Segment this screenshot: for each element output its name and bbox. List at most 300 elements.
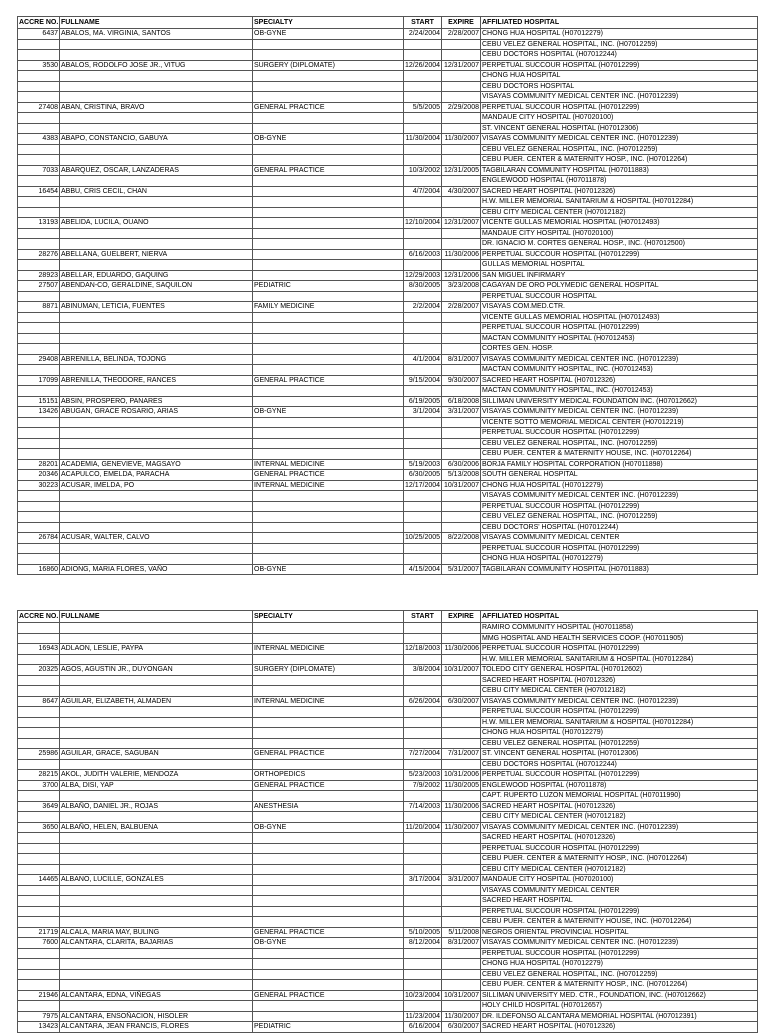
expire-cell: 12/31/2005 — [442, 165, 481, 176]
accre-no-cell: 3530 — [18, 60, 60, 71]
expire-cell — [442, 197, 481, 208]
table-row — [18, 654, 758, 665]
fullname-cell — [60, 728, 253, 739]
accre-no-cell: 28201 — [18, 459, 60, 470]
specialty-cell — [253, 438, 404, 449]
table-row — [18, 470, 758, 481]
header-row — [18, 17, 758, 29]
hospital-cell: CAGAYAN DE ORO POLYMEDIC GENERAL HOSPITAL — [481, 281, 758, 292]
table-row — [18, 675, 758, 686]
table-row — [18, 738, 758, 749]
accre-no-cell — [18, 333, 60, 344]
hospital-cell: MANDAUE CITY HOSPITAL (H07020100) — [481, 875, 758, 886]
expire-cell — [442, 50, 481, 61]
accre-no-cell — [18, 344, 60, 355]
hospital-cell: VISAYAS COMMUNITY MEDICAL CENTER INC. (H07012239) — [481, 134, 758, 145]
expire-cell — [442, 428, 481, 439]
accre-no-cell — [18, 323, 60, 334]
expire-cell — [442, 906, 481, 917]
specialty-cell — [253, 512, 404, 523]
start-cell — [404, 428, 442, 439]
table-row — [18, 854, 758, 865]
fullname-cell: ALCANTARA, ENSOÑACION, HISOLER — [60, 1011, 253, 1022]
header-start: START — [404, 17, 442, 29]
fullname-cell — [60, 92, 253, 103]
hospital-cell: VISAYAS COM.MED.CTR. — [481, 302, 758, 313]
table-row — [18, 512, 758, 523]
specialty-cell: OB-GYNE — [253, 822, 404, 833]
fullname-cell — [60, 969, 253, 980]
expire-cell — [442, 707, 481, 718]
fullname-cell: ALBA, DISI, YAP — [60, 780, 253, 791]
start-cell — [404, 906, 442, 917]
fullname-cell: ABUGAN, GRACE ROSARIO, ARIAS — [60, 407, 253, 418]
accre-no-cell: 16454 — [18, 186, 60, 197]
accre-no-cell — [18, 791, 60, 802]
accre-no-cell — [18, 1001, 60, 1012]
start-cell: 4/15/2004 — [404, 564, 442, 575]
expire-cell: 2/28/2007 — [442, 302, 481, 313]
start-cell — [404, 144, 442, 155]
accre-no-cell: 7975 — [18, 1011, 60, 1022]
table-row — [18, 522, 758, 533]
fullname-cell — [60, 50, 253, 61]
table-row — [18, 417, 758, 428]
hospital-cell: MMG HOSPITAL AND HEALTH SERVICES COOP. (H07011905) — [481, 633, 758, 644]
fullname-cell — [60, 39, 253, 50]
expire-cell: 8/22/2008 — [442, 533, 481, 544]
expire-cell: 6/18/2008 — [442, 396, 481, 407]
table-row — [18, 938, 758, 949]
expire-cell: 3/31/2007 — [442, 407, 481, 418]
accre-no-cell: 7033 — [18, 165, 60, 176]
specialty-cell: GENERAL PRACTICE — [253, 990, 404, 1001]
fullname-cell — [60, 228, 253, 239]
start-cell — [404, 554, 442, 565]
specialty-cell: GENERAL PRACTICE — [253, 165, 404, 176]
expire-cell — [442, 228, 481, 239]
hospital-cell: SAN MIGUEL INFIRMARY — [481, 270, 758, 281]
hospital-cell: SILLIMAN UNIVERSITY MED. CTR., FOUNDATION, INC. (H07012662) — [481, 990, 758, 1001]
table-row — [18, 623, 758, 634]
start-cell: 11/30/2004 — [405, 135, 440, 143]
hospital-cell: VISAYAS COMMUNITY MEDICAL CENTER INC. (H07012239) — [481, 491, 758, 502]
hospital-cell: PERPETUAL SUCCOUR HOSPITAL (H07012299) — [481, 906, 758, 917]
fullname-cell — [60, 812, 253, 823]
expire-cell — [442, 623, 481, 634]
specialty-cell — [253, 228, 404, 239]
table-row — [18, 302, 758, 313]
table-row — [18, 291, 758, 302]
hospital-cell: BORJA FAMILY HOSPITAL CORPORATION (H07011898) — [481, 459, 758, 470]
accre-no-cell: 21946 — [18, 990, 60, 1001]
start-cell — [404, 228, 442, 239]
header-row — [18, 611, 758, 623]
fullname-cell — [60, 843, 253, 854]
specialty-cell — [253, 707, 404, 718]
table-row — [18, 864, 758, 875]
fullname-cell: ALCANTARA, EDNA, VIÑEGAS — [60, 990, 253, 1001]
accre-no-cell: 17099 — [18, 375, 60, 386]
table-row — [18, 333, 758, 344]
accre-no-cell — [18, 623, 60, 634]
specialty-cell — [253, 449, 404, 460]
start-cell: 5/23/2003 — [404, 770, 442, 781]
start-cell — [404, 948, 442, 959]
table-row — [18, 396, 758, 407]
specialty-cell — [253, 249, 404, 260]
start-cell: 12/18/2003 — [405, 645, 441, 653]
expire-cell — [442, 554, 481, 565]
fullname-cell: ABENDAN-CO, GERALDINE, SAQUILON — [60, 281, 253, 292]
fullname-cell — [60, 123, 253, 134]
start-cell: 2/24/2004 — [404, 29, 442, 40]
accre-no-cell — [18, 81, 60, 92]
fullname-cell: ABALOS, MA. VIRGINIA, SANTOS — [60, 29, 253, 40]
fullname-cell — [60, 260, 253, 271]
fullname-cell — [60, 176, 253, 187]
specialty-cell — [253, 396, 404, 407]
accre-no-cell: 25986 — [18, 749, 60, 760]
specialty-cell — [253, 875, 404, 886]
accre-no-cell: 28923 — [18, 270, 60, 281]
expire-cell — [442, 113, 481, 124]
expire-cell: 10/31/2006 — [442, 770, 481, 781]
table-row — [18, 134, 758, 145]
start-cell: 6/26/2004 — [404, 696, 442, 707]
specialty-cell — [253, 948, 404, 959]
accre-no-cell: 3700 — [18, 780, 60, 791]
start-cell — [404, 386, 442, 397]
table-row — [18, 207, 758, 218]
hospital-cell: PERPETUAL SUCCOUR HOSPITAL (H07012299) — [481, 644, 758, 655]
start-cell — [404, 39, 442, 50]
specialty-cell: OB-GYNE — [253, 938, 404, 949]
fullname-cell — [60, 864, 253, 875]
specialty-cell — [253, 522, 404, 533]
accre-no-cell: 4383 — [18, 134, 60, 145]
accre-no-cell — [18, 896, 60, 907]
expire-cell — [442, 791, 481, 802]
header-expire: EXPIRE — [442, 17, 481, 29]
fullname-cell — [60, 906, 253, 917]
hospital-cell: TAGBILARAN COMMUNITY HOSPITAL (H07011883) — [481, 165, 758, 176]
accre-no-cell: 28276 — [18, 249, 60, 260]
table-row — [18, 29, 758, 40]
start-cell — [404, 155, 442, 166]
hospital-cell: VISAYAS COMMUNITY MEDICAL CENTER INC. (H07012239) — [481, 407, 758, 418]
specialty-cell: ANESTHESIA — [253, 801, 404, 812]
start-cell — [404, 543, 442, 554]
specialty-cell — [253, 354, 404, 365]
specialty-cell — [253, 260, 404, 271]
hospital-cell: CAPT. RUPERTO LUZON MEMORIAL HOSPITAL (H07011990) — [481, 791, 758, 802]
hospital-cell: PERPETUAL SUCCOUR HOSPITAL (H07012299) — [481, 843, 758, 854]
start-cell: 8/30/2005 — [404, 281, 442, 292]
table-row — [18, 749, 758, 760]
hospital-cell: VISAYAS COMMUNITY MEDICAL CENTER — [481, 533, 758, 544]
specialty-cell: INTERNAL MEDICINE — [253, 480, 404, 491]
specialty-cell — [253, 39, 404, 50]
start-cell — [404, 717, 442, 728]
table-row — [18, 228, 758, 239]
header-specialty: SPECIALTY — [253, 611, 404, 623]
specialty-cell — [253, 533, 404, 544]
hospital-cell: VISAYAS COMMUNITY MEDICAL CENTER — [481, 885, 758, 896]
start-cell — [404, 71, 442, 82]
expire-cell: 2/29/2008 — [442, 102, 481, 113]
table-row — [18, 428, 758, 439]
specialty-cell — [253, 980, 404, 991]
header-specialty: SPECIALTY — [253, 17, 404, 29]
table-row — [18, 1022, 758, 1033]
accre-no-cell — [18, 906, 60, 917]
specialty-cell — [253, 717, 404, 728]
start-cell — [404, 365, 442, 376]
start-cell — [404, 291, 442, 302]
start-cell — [404, 843, 442, 854]
fullname-cell — [60, 207, 253, 218]
expire-cell: 11/30/2006 — [442, 249, 481, 260]
expire-cell — [442, 1001, 481, 1012]
header-accre-no: ACCRE NO. — [18, 611, 60, 623]
accre-no-cell: 16860 — [18, 564, 60, 575]
specialty-cell — [253, 123, 404, 134]
hospital-cell: VISAYAS COMMUNITY MEDICAL CENTER INC. (H07012239) — [481, 354, 758, 365]
fullname-cell — [60, 1001, 253, 1012]
specialty-cell: SURGERY (DIPLOMATE) — [253, 60, 404, 71]
hospital-cell: CHONG HUA HOSPITAL (H07012279) — [481, 959, 758, 970]
accre-no-cell — [18, 512, 60, 523]
hospital-cell: CHONG HUA HOSPITAL (H07012279) — [481, 29, 758, 40]
fullname-cell — [60, 675, 253, 686]
table-row — [18, 102, 758, 113]
expire-cell — [442, 948, 481, 959]
expire-cell — [442, 312, 481, 323]
accre-no-cell — [18, 686, 60, 697]
hospital-cell: PERPETUAL SUCCOUR HOSPITAL (H07012299) — [481, 543, 758, 554]
expire-cell — [442, 501, 481, 512]
table-row — [18, 50, 758, 61]
specialty-cell — [253, 71, 404, 82]
specialty-cell — [253, 239, 404, 250]
expire-cell — [442, 39, 481, 50]
hospital-cell: SOUTH GENERAL HOSPITAL — [481, 470, 758, 481]
table-row — [18, 896, 758, 907]
fullname-cell — [60, 948, 253, 959]
table-row — [18, 249, 758, 260]
fullname-cell — [60, 791, 253, 802]
table-row — [18, 791, 758, 802]
specialty-cell: GENERAL PRACTICE — [253, 470, 404, 481]
fullname-cell: ABAN, CRISTINA, BRAVO — [60, 102, 253, 113]
start-cell — [404, 728, 442, 739]
fullname-cell: AGUILAR, GRACE, SAGUBAN — [60, 749, 253, 760]
table-body — [18, 623, 758, 1033]
accre-no-cell: 8871 — [18, 302, 60, 313]
hospital-cell: CEBU CITY MEDICAL CENTER (H07012182) — [481, 864, 758, 875]
table-row — [18, 375, 758, 386]
specialty-cell — [253, 759, 404, 770]
accre-no-cell — [18, 239, 60, 250]
start-cell — [404, 260, 442, 271]
table-row — [18, 633, 758, 644]
hospital-cell: CEBU PUER. CENTER & MATERNITY HOUSE, INC. (H07012264) — [481, 449, 758, 460]
hospital-cell: H.W. MILLER MEMORIAL SANITARIUM & HOSPITAL (H07012284) — [481, 654, 758, 665]
hospital-cell: SACRED HEART HOSPITAL (H07012326) — [481, 801, 758, 812]
table-row — [18, 365, 758, 376]
fullname-cell: ABBU, CRIS CECIL, CHAN — [60, 186, 253, 197]
fullname-cell — [60, 833, 253, 844]
start-cell: 6/19/2005 — [404, 396, 442, 407]
fullname-cell — [60, 896, 253, 907]
start-cell: 3/17/2004 — [404, 875, 442, 886]
accre-no-cell — [18, 959, 60, 970]
table-row — [18, 812, 758, 823]
expire-cell — [442, 333, 481, 344]
start-cell: 11/23/2004 — [405, 1012, 440, 1020]
hospital-cell: CORTES GEN. HOSP. — [481, 344, 758, 355]
start-cell: 5/19/2003 — [404, 459, 442, 470]
start-cell — [404, 686, 442, 697]
table-row — [18, 822, 758, 833]
hospital-cell: PERPETUAL SUCCOUR HOSPITAL (H07012299) — [481, 707, 758, 718]
header-start: START — [404, 611, 442, 623]
accre-no-cell: 14465 — [18, 875, 60, 886]
hospital-cell: CEBU PUER. CENTER & MATERNITY HOUSE, INC. (H07012264) — [481, 917, 758, 928]
start-cell: 12/29/2003 — [405, 271, 441, 279]
accre-no-cell — [18, 633, 60, 644]
expire-cell — [442, 843, 481, 854]
table-row — [18, 407, 758, 418]
accre-no-cell: 26784 — [18, 533, 60, 544]
start-cell — [404, 633, 442, 644]
table-row — [18, 707, 758, 718]
expire-cell: 2/28/2007 — [442, 29, 481, 40]
specialty-cell — [253, 675, 404, 686]
fullname-cell: ALBAÑO, DANIEL JR., ROJAS — [60, 801, 253, 812]
fullname-cell — [60, 554, 253, 565]
start-cell — [404, 738, 442, 749]
fullname-cell — [60, 917, 253, 928]
accre-no-cell — [18, 449, 60, 460]
expire-cell — [442, 896, 481, 907]
start-cell — [404, 81, 442, 92]
accre-no-cell — [18, 312, 60, 323]
start-cell: 12/10/2004 — [405, 219, 441, 227]
specialty-cell — [253, 843, 404, 854]
accre-no-cell: 6437 — [18, 29, 60, 40]
table-row — [18, 717, 758, 728]
table-row — [18, 281, 758, 292]
start-cell: 10/25/2005 — [405, 534, 441, 542]
table-row — [18, 501, 758, 512]
expire-cell — [442, 417, 481, 428]
expire-cell — [442, 176, 481, 187]
specialty-cell: INTERNAL MEDICINE — [253, 459, 404, 470]
start-cell — [404, 312, 442, 323]
start-cell — [404, 707, 442, 718]
expire-cell — [442, 980, 481, 991]
expire-cell — [442, 654, 481, 665]
fullname-cell: ABRENILLA, BELINDA, TOJONG — [60, 354, 253, 365]
hospital-cell: HOLY CHILD HOSPITAL (H07012657) — [481, 1001, 758, 1012]
fullname-cell — [60, 417, 253, 428]
specialty-cell — [253, 323, 404, 334]
specialty-cell — [253, 686, 404, 697]
specialty-cell — [253, 854, 404, 865]
expire-cell: 9/30/2007 — [442, 375, 481, 386]
accre-no-cell — [18, 260, 60, 271]
hospital-cell: ENGLEWOOD HOSPITAL (H07011878) — [481, 176, 758, 187]
start-cell — [404, 438, 442, 449]
specialty-cell: GENERAL PRACTICE — [253, 780, 404, 791]
accre-no-cell: 21719 — [18, 927, 60, 938]
expire-cell: 11/30/2007 — [442, 1011, 481, 1022]
header-fullname: FULLNAME — [60, 611, 253, 623]
hospital-cell: PERPETUAL SUCCOUR HOSPITAL (H07012299) — [481, 249, 758, 260]
specialty-cell — [253, 1001, 404, 1012]
hospital-cell: PERPETUAL SUCCOUR HOSPITAL (H07012299) — [481, 770, 758, 781]
fullname-cell — [60, 512, 253, 523]
fullname-cell: ABALOS, RODOLFO JOSE JR., VITUG — [60, 60, 253, 71]
hospital-cell: MACTAN COMMUNITY HOSPITAL, INC. (H07012453) — [481, 365, 758, 376]
hospital-cell: CHONG HUA HOSPITAL — [481, 71, 758, 82]
start-cell: 12/26/2004 — [405, 61, 441, 69]
specialty-cell — [253, 969, 404, 980]
expire-cell — [442, 344, 481, 355]
start-cell — [404, 623, 442, 634]
accre-no-cell — [18, 291, 60, 302]
hospital-cell: VISAYAS COMMUNITY MEDICAL CENTER INC. (H07012239) — [481, 938, 758, 949]
accre-no-cell — [18, 654, 60, 665]
hospital-cell: SILLIMAN UNIVERSITY MEDICAL FOUNDATION INC. (H07012662) — [481, 396, 758, 407]
accre-no-cell — [18, 386, 60, 397]
accre-no-cell: 20325 — [18, 665, 60, 676]
start-cell — [404, 791, 442, 802]
specialty-cell — [253, 554, 404, 565]
hospital-cell: TAGBILARAN COMMUNITY HOSPITAL (H07011883) — [481, 564, 758, 575]
specialty-cell — [253, 491, 404, 502]
start-cell — [404, 812, 442, 823]
fullname-cell — [60, 654, 253, 665]
start-cell — [404, 980, 442, 991]
specialty-cell — [253, 365, 404, 376]
fullname-cell: ABELIDA, LUCILA, OUANO — [60, 218, 253, 229]
specialty-cell — [253, 386, 404, 397]
expire-cell — [442, 759, 481, 770]
hospital-cell: PERPETUAL SUCCOUR HOSPITAL (H07012299) — [481, 102, 758, 113]
expire-cell: 6/30/2007 — [442, 696, 481, 707]
header-expire: EXPIRE — [442, 611, 481, 623]
accre-no-cell — [18, 71, 60, 82]
specialty-cell — [253, 864, 404, 875]
accre-no-cell — [18, 759, 60, 770]
table-row — [18, 92, 758, 103]
table-row — [18, 186, 758, 197]
hospital-cell: SACRED HEART HOSPITAL — [481, 896, 758, 907]
specialty-cell — [253, 155, 404, 166]
accre-no-cell: 8647 — [18, 696, 60, 707]
accre-no-cell — [18, 864, 60, 875]
start-cell — [404, 959, 442, 970]
table-row — [18, 759, 758, 770]
table-row — [18, 696, 758, 707]
start-cell — [404, 113, 442, 124]
start-cell — [404, 969, 442, 980]
table-row — [18, 728, 758, 739]
accre-no-cell: 15151 — [18, 396, 60, 407]
